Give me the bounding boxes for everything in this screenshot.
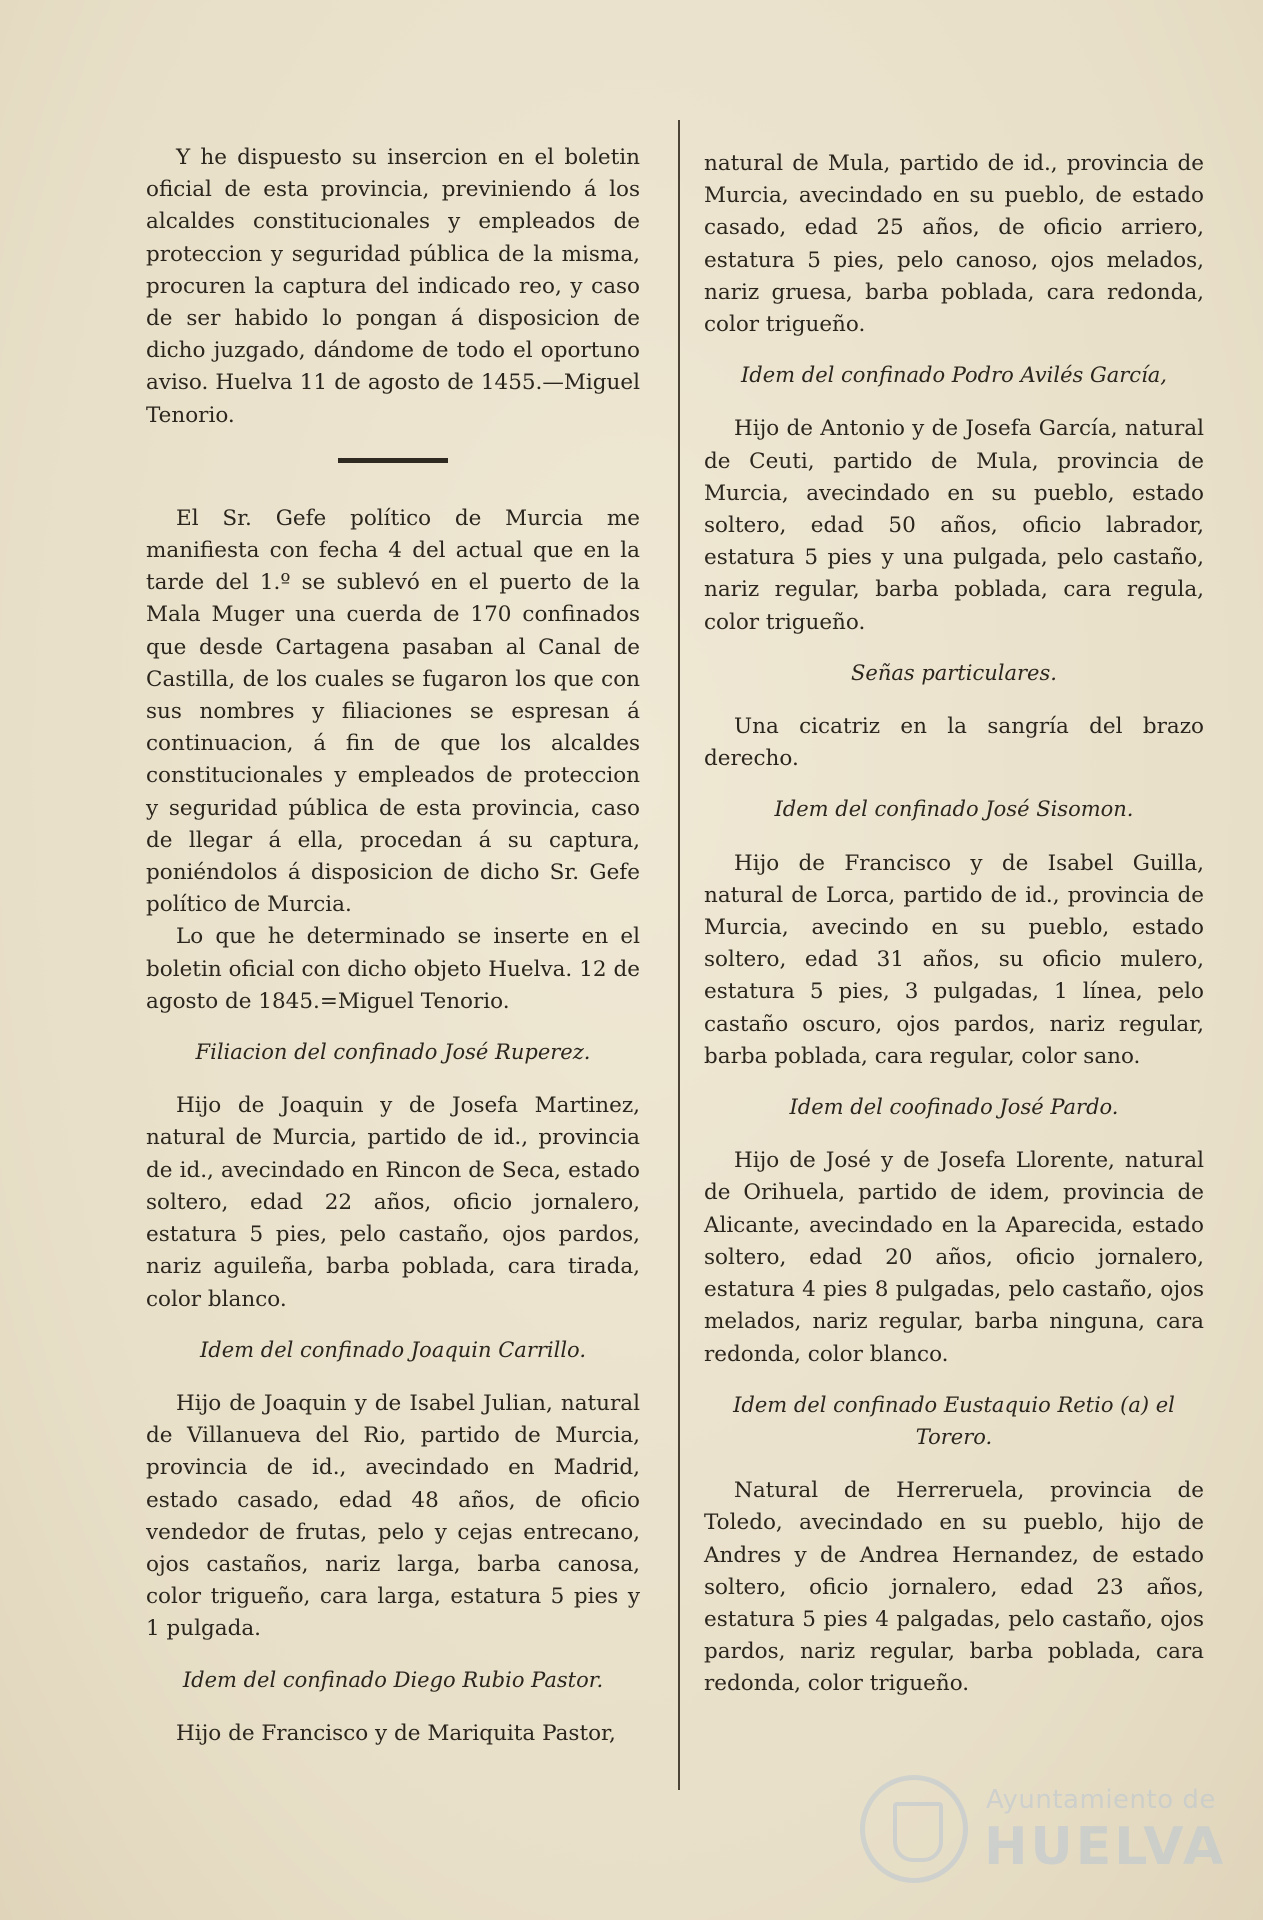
paragraph: El Sr. Gefe político de Murcia me manifiesta con fecha 4 del actual que en la tarde del 1.º se sublevó en el puerto de la Mala Muger una cuerda de 170 confinados que desde Cartagena pasaban al Canal de Castilla, de los cuales se fugaron los que con sus nombres y filiaciones se espresan á continuacion, á fin de que los alcaldes constitucionales y empleados de proteccion y seguridad pública de esta provincia, caso de llegar á ella, procedan á su captura, poniéndolos á disposicion de dicho Sr. Gefe político de Murcia. bbox=[146, 505, 640, 918]
paragraph: Hijo de Joaquin y de Josefa Martinez, natural de Murcia, partido de id., provincia de id., avecindado en Rincon de Seca, estado soltero, edad 22 años, oficio jornalero, estatura 5 pies, pelo castaño, ojos pardos, nariz aguileña, barba poblada, cara tirada, color blanco. bbox=[146, 1093, 640, 1312]
paragraph: Hijo de José y de Josefa Llorente, natural de Orihuela, partido de idem, provincia de Alicante, avecindado en la Aparecida, estado soltero, edad 20 años, oficio jornalero, estatura 4 pies 8 pulgadas, pelo castaño, ojos melados, nariz regular, barba ninguna, cara redonda, color blanco. bbox=[704, 1148, 1204, 1367]
right-column bbox=[704, 148, 1204, 1701]
paragraph: Y he dispuesto su insercion en el boletin oficial de esta provincia, previniendo á los alcaldes constitucionales y empleados de proteccion y seguridad pública de la misma, procuren la captura del indicado reo, y caso de ser habido lo pongan á disposicion de dicho juzgado, dándome de todo el oportuno aviso. Huelva 11 de agosto de 1455.—Miguel Tenorio. bbox=[146, 145, 640, 428]
watermark-logo bbox=[860, 1775, 1227, 1885]
left-column bbox=[146, 142, 640, 1750]
city-shield-icon bbox=[860, 1775, 968, 1883]
entry-heading: Señas particulares. bbox=[851, 660, 1057, 685]
paragraph: Hijo de Francisco y de Mariquita Pastor, bbox=[176, 1720, 616, 1746]
column-rule bbox=[678, 120, 680, 1790]
paragraph: Hijo de Francisco y de Isabel Guilla, natural de Lorca, partido de id., provincia de Murcia, avecindo en su pueblo, estado soltero, edad 31 años, su oficio mulero, estatura 5 pies, 3 pulgadas, 1 línea, pelo castaño oscuro, ojos pardos, nariz regular, barba poblada, cara regular, color sano. bbox=[704, 850, 1204, 1069]
entry-heading: Idem del confinado Eustaquio Retio (a) el Torero. bbox=[733, 1392, 1175, 1449]
entry-heading: Idem del confinado Joaquin Carrillo. bbox=[200, 1337, 586, 1362]
paragraph: Una cicatriz en la sangría del brazo derecho. bbox=[704, 714, 1204, 772]
section-divider bbox=[338, 458, 448, 463]
entry-heading: Filiacion del confinado José Ruperez. bbox=[195, 1040, 591, 1065]
paragraph: Hijo de Antonio y de Josefa García, natural de Ceuti, partido de Mula, provincia de Murcia, avecindado en su pueblo, estado soltero, edad 50 años, oficio labrador, estatura 5 pies y una pulgada, pelo castaño, nariz regular, barba poblada, cara regula, color trigueño. bbox=[704, 416, 1204, 635]
watermark-line2: HUELVA bbox=[984, 1817, 1227, 1877]
paragraph: Hijo de Joaquin y de Isabel Julian, natural de Villanueva del Rio, partido de Murcia, provincia de id., avecindado en Madrid, estado casado, edad 48 años, de oficio vendedor de frutas, pelo y cejas entrecano, ojos castaños, nariz larga, barba canosa, color trigueño, cara larga, estatura 5 pies y 1 pulgada. bbox=[146, 1390, 640, 1642]
paragraph: Natural de Herreruela, provincia de Toledo, avecindado en su pueblo, hijo de Andres y de Andrea Hernandez, de estado soltero, oficio jornalero, edad 23 años, estatura 5 pies 4 palgadas, pelo castaño, ojos pardos, nariz regular, barba poblada, cara redonda, color trigueño. bbox=[704, 1478, 1204, 1697]
entry-heading: Idem del confinado Podro Avilés García, bbox=[741, 363, 1167, 388]
paragraph: Lo que he determinado se inserte en el boletin oficial con dicho objeto Huelva. 12 de agosto de 1845.=Miguel Tenorio. bbox=[146, 924, 640, 1014]
paragraph: natural de Mula, partido de id., provincia de Murcia, avecindado en su pueblo, de estado casado, edad 25 años, de oficio arriero, estatura 5 pies, pelo canoso, ojos melados, nariz gruesa, barba poblada, cara redonda, color trigueño. bbox=[704, 151, 1204, 338]
entry-heading: Idem del confinado Diego Rubio Pastor. bbox=[182, 1667, 604, 1692]
entry-heading: Idem del coofinado José Pardo. bbox=[789, 1095, 1119, 1120]
watermark-line1: Ayuntamiento de bbox=[986, 1785, 1216, 1815]
entry-heading: Idem del confinado José Sisomon. bbox=[774, 797, 1134, 822]
